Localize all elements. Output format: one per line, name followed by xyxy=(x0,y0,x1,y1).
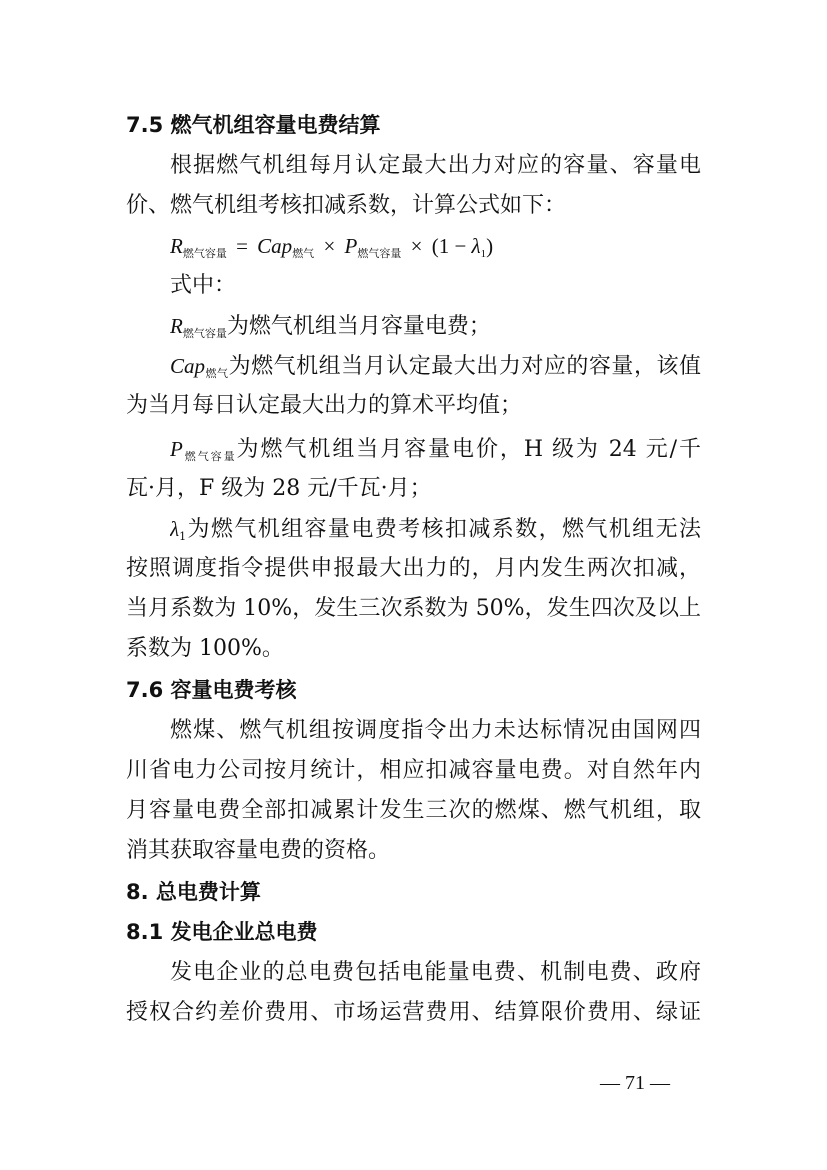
paragraph-line: 当月系数为 10%，发生三次系数为 50%，发生四次及以上 xyxy=(126,596,701,621)
definition-lambda xyxy=(170,509,701,549)
formula-paren-close: ) xyxy=(486,234,494,258)
definition-symbol: R xyxy=(170,314,183,338)
paragraph-line: 发电企业的总电费包括电能量电费、机制电费、政府 xyxy=(170,960,701,985)
definition-r xyxy=(170,306,701,346)
paragraph-line: 消其获取容量电费的资格。 xyxy=(126,838,391,863)
definition-text: 为燃气机组当月容量电价，H 级为 24 元/千 xyxy=(236,437,701,462)
formula-times: × xyxy=(410,234,423,258)
definition-cap xyxy=(170,346,701,386)
where-label: 式中： xyxy=(170,273,237,298)
definition-subscript: 燃气容量 xyxy=(182,450,237,463)
paragraph-line: 根据燃气机组每月认定最大出力对应的容量、容量电 xyxy=(170,153,701,178)
paragraph-line: 瓦·月，F 级为 28 元/千瓦·月； xyxy=(126,476,432,501)
definition-p xyxy=(170,429,701,469)
formula-subscript: 1 xyxy=(480,248,487,260)
definition-text: 为燃气机组当月认定最大出力对应的容量，该值 xyxy=(228,354,701,379)
formula-subscript: 燃气 xyxy=(292,248,315,260)
definition-symbol: P xyxy=(170,437,183,461)
capacity-fee-formula xyxy=(170,226,701,266)
formula-equals: = xyxy=(236,234,248,258)
definition-symbol: Cap xyxy=(170,354,206,378)
paragraph-line: 按照调度指令提供申报最大出力的，月内发生两次扣减， xyxy=(126,556,701,581)
paragraph-line: 燃煤、燃气机组按调度指令出力未达标情况由国网四 xyxy=(170,718,701,743)
formula-times: × xyxy=(323,234,336,258)
paragraph-line: 月容量电费全部扣减累计发生三次的燃煤、燃气机组，取 xyxy=(126,798,701,823)
definition-subscript: 1 xyxy=(179,530,187,543)
formula-symbol-lambda: λ xyxy=(471,234,481,258)
paragraph-line: 授权合约差价费用、市场运营费用、结算限价费用、绿证 xyxy=(126,1000,701,1025)
paragraph-line: 为当月每日认定最大出力的算术平均值； xyxy=(126,393,523,418)
section-heading-7-5: 7.5 燃气机组容量电费结算 xyxy=(126,113,381,137)
paragraph-line: 系数为 100%。 xyxy=(126,636,284,661)
section-heading-8: 8. 总电费计算 xyxy=(126,880,261,904)
paragraph-line: 川省电力公司按月统计，相应扣减容量电费。对自然年内 xyxy=(126,758,701,783)
formula-symbol-p: P xyxy=(344,234,358,258)
formula-subscript: 燃气容量 xyxy=(182,248,227,260)
formula-symbol-cap: Cap xyxy=(257,234,293,258)
formula-paren-open: (1 − xyxy=(431,234,467,258)
definition-text: 为燃气机组当月容量电费； xyxy=(226,314,491,339)
definition-text: 为燃气机组容量电费考核扣减系数，燃气机组无法 xyxy=(186,517,701,542)
formula-symbol-r: R xyxy=(170,234,183,258)
formula-subscript: 燃气容量 xyxy=(357,248,402,260)
definition-subscript: 燃气容量 xyxy=(182,327,227,340)
definition-subscript: 燃气 xyxy=(205,367,229,380)
section-heading-8-1: 8.1 发电企业总电费 xyxy=(126,920,318,944)
section-heading-7-6: 7.6 容量电费考核 xyxy=(126,678,297,702)
definition-symbol: λ xyxy=(170,517,180,541)
page-number: — 71 — xyxy=(600,1072,670,1094)
paragraph-line: 价、燃气机组考核扣减系数，计算公式如下： xyxy=(126,193,567,218)
